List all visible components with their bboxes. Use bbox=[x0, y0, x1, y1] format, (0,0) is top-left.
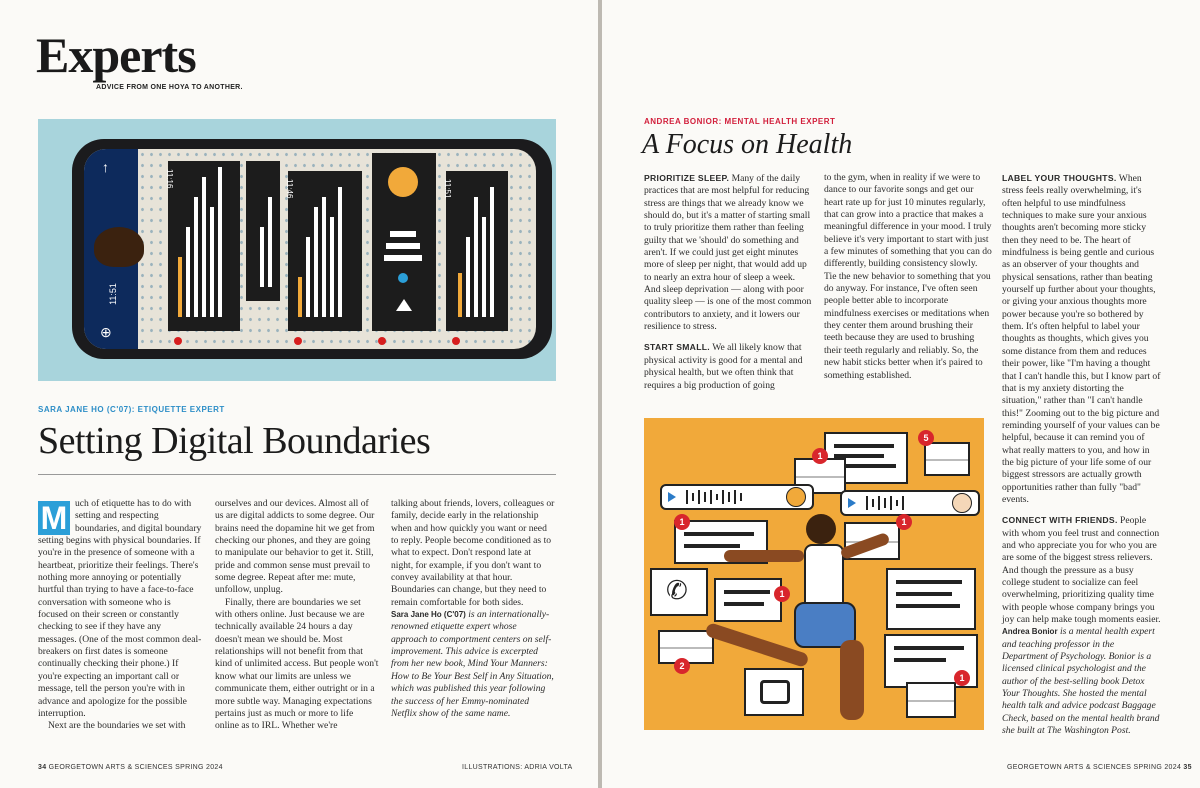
paragraph-lead: PRIORITIZE SLEEP. bbox=[644, 173, 730, 183]
author-bio bbox=[391, 609, 555, 720]
wave-bar bbox=[698, 490, 700, 504]
card-dot bbox=[294, 337, 302, 345]
notification-badge: 1 bbox=[812, 448, 828, 464]
card-time: 11:16 bbox=[165, 169, 174, 189]
card-dot bbox=[378, 337, 386, 345]
body-column-2 bbox=[215, 498, 379, 733]
page-number: 34 bbox=[38, 764, 47, 771]
progress-dot bbox=[398, 273, 408, 283]
text-line bbox=[896, 604, 960, 608]
message-note bbox=[714, 578, 782, 622]
footer-publication: GEORGETOWN ARTS & SCIENCES bbox=[1007, 764, 1132, 771]
paragraph-text: When stress feels really overwhelming, it's often helpful to use mindfulness techniques to make sure your anxious thoughts aren't becoming more sticky then they need to be. The heart of mindfulness is being gentle and curious as an observer of your thoughts and physical sensations, rather than beating yourself up further about your thoughts, or giving your anxious thoughts more power because you're so bothered by them. It's often helpful to label your thoughts as thoughts, which gives you some distance from them and reduces their power, like "I'm having a thought that I can't handle this, but I know part of that is my anxiety distorting the situation," rather than "I can't handle this!" Zooming out to the big picture and reminding yourself of your values can be helpful, because it can remind you of what really matters to you, and how in the big picture of your life some of our biggest stressors are actually growth opportunities rather than fully "bad" events. bbox=[1002, 173, 1161, 505]
message-note bbox=[886, 568, 976, 630]
bio-text: is an internationally-renowned etiquette expert whose approach to comportment centers on self-improvement. This advice is excerpted from her new book, Mind Your Manners: How to Be Your Best Self in Any Situation, which was published this year following the success of her Emmy-nominated Netflix show of the same name. bbox=[391, 609, 554, 719]
paragraph: uch of etiquette has to do with setting and respecting boundaries, and digital boundary setting begins with physical boundaries. If you're in the presence of someone with a heartbeat, prioritize their feelings. There's nothing more annoying or potentially hurtful than trying to have a face-to-face conversation with someone who is focused on their screen or constantly checking to see if they have any messages. (One of the most common deal-breakers on first dates is someone continually checking their phone.) If you're expecting an important call or message, tell the person you're with in advance and apologize for the possible interruption. bbox=[38, 498, 202, 719]
card-bar bbox=[210, 207, 214, 317]
page-number: 35 bbox=[1183, 764, 1192, 771]
article-headline: Setting Digital Boundaries bbox=[38, 420, 431, 462]
yoga-illustration bbox=[644, 418, 984, 730]
paragraph-text: We all likely know that physical activity is good for a mental and physical health, but we often think that requires a big production of going bbox=[644, 342, 803, 391]
person-leg-right bbox=[840, 640, 864, 720]
card-bar bbox=[178, 257, 182, 317]
paragraph-lead: LABEL YOUR THOUGHTS. bbox=[1002, 173, 1117, 183]
person-head bbox=[806, 514, 836, 544]
left-page bbox=[0, 0, 598, 788]
wave-bar bbox=[390, 231, 416, 237]
card-bar bbox=[306, 237, 310, 317]
footer-right bbox=[1007, 764, 1192, 771]
paragraph: to the gym, when in reality if we were to dance to our favorite songs and get our heart rate up for just 10 minutes regularly, that can grow into a practice that makes a meaningful difference in your mood. I truly believe it's very important to start with just a few minutes of something that you can do differently, building consistency slowly. Tie the new behavior to something that you do anyway. For instance, I've often seen people better able to incorporate mindfulness exercises or meditations when they center them around brushing their teeth because they are used to brushing their teeth regularly and reliably. So, the new habit sticks better when it's paired to something established. bbox=[824, 172, 992, 381]
play-icon bbox=[396, 299, 412, 311]
card-bar bbox=[474, 197, 478, 317]
body-column-1 bbox=[38, 498, 202, 733]
voice-message bbox=[660, 484, 814, 510]
card-bar bbox=[322, 197, 326, 317]
wave-bar bbox=[740, 493, 742, 501]
envelope-icon bbox=[924, 442, 970, 476]
footer-issue: SPRING 2024 bbox=[1133, 764, 1182, 771]
paragraph: talking about friends, lovers, colleagues or family, decide early in the relationship when and how quickly you want or need to reply. People become conditioned as to what to expect. Don't respond late at night, for example, if you don't want to convey availability at that hour. Boundaries can change, but they need to remain comfortable for both sides. bbox=[391, 498, 555, 608]
wave-bar bbox=[890, 496, 892, 510]
footer-left bbox=[38, 764, 223, 771]
phone-illustration bbox=[38, 119, 556, 381]
notification-badge: 5 bbox=[918, 430, 934, 446]
bio-text: is a mental health expert and teaching professor in the Department of Psychology. Bonior is a licensed clinical psychologist and the author of the best-selling book Detox Your Thoughts. She hosted the mental health talk and advice podcast Baggage Check, based on the mental health brand she built at The Washington Post. bbox=[1002, 626, 1160, 737]
drop-cap: M bbox=[38, 501, 70, 535]
avatar bbox=[786, 487, 806, 507]
body-column-3 bbox=[1002, 172, 1162, 737]
text-line bbox=[684, 544, 740, 548]
notification-badge: 1 bbox=[774, 586, 790, 602]
paragraph: Finally, there are boundaries we set with others online. Just because we are technically available 24 hours a day doesn't mean we should be. Most relationships will not benefit from that kind of unlimited access. But people won't know what our limits are unless we communicate them, either outright or in a more subtle way. Managing expectations pertains just as much or more to life online as to IRL. Whether we're bbox=[215, 596, 379, 732]
card-bar bbox=[194, 197, 198, 317]
paragraph bbox=[1002, 514, 1162, 626]
wave-bar bbox=[902, 496, 904, 510]
text-line bbox=[834, 444, 894, 448]
card-bar bbox=[466, 237, 470, 317]
card-time: 11:51 bbox=[443, 179, 452, 199]
body-column-1 bbox=[644, 172, 812, 392]
wave-bar bbox=[722, 490, 724, 504]
divider bbox=[38, 474, 556, 475]
paragraph-text: Many of the daily practices that are most helpful for reducing stress are things that we already know we should do, but it's a matter of starting small to truly prioritize them rather than feeling guilty that we 'should' do something and aren't. If we could just get eight minutes more of sleep per night, that would add up to nearly an extra hour of sleep a week. And sleep deprivation — along with poor quality sleep — is one of the most common contributors to anxiety, and it lowers our resilience to stress. bbox=[644, 173, 812, 333]
avatar bbox=[952, 493, 972, 513]
text-line bbox=[724, 602, 764, 606]
person-arm-left bbox=[724, 550, 804, 562]
paragraph-lead: CONNECT WITH FRIENDS. bbox=[1002, 515, 1118, 526]
message-card bbox=[443, 171, 508, 331]
paragraph-lead: START SMALL. bbox=[644, 342, 710, 353]
text-line bbox=[894, 646, 964, 650]
paragraph bbox=[644, 341, 812, 391]
wave-bar bbox=[716, 494, 718, 500]
card-bar bbox=[330, 217, 334, 317]
body-column-2 bbox=[824, 172, 992, 382]
card-bar bbox=[458, 273, 462, 317]
phone-time: 11:51 bbox=[107, 283, 118, 305]
bio-name: Sara Jane Ho (C'07) bbox=[391, 610, 466, 620]
illustration-credit: ILLUSTRATIONS: ADRIA VOLTA bbox=[462, 764, 573, 771]
text-line bbox=[896, 592, 952, 596]
voice-card bbox=[372, 153, 436, 331]
card-time: 11:46 bbox=[285, 179, 294, 199]
wave-bar bbox=[866, 496, 868, 510]
card-bar bbox=[202, 177, 206, 317]
play-icon bbox=[668, 492, 676, 502]
avatar bbox=[388, 167, 418, 197]
right-page bbox=[602, 0, 1200, 788]
notification-badge: 2 bbox=[674, 658, 690, 674]
message-card bbox=[246, 161, 280, 301]
article-kicker: ANDREA BONIOR: MENTAL HEALTH EXPERT bbox=[644, 117, 836, 126]
article-kicker: SARA JANE HO (C'07): ETIQUETTE EXPERT bbox=[38, 405, 225, 414]
wave-bar bbox=[896, 500, 898, 506]
card-bar bbox=[338, 187, 342, 317]
card-bar bbox=[186, 227, 190, 317]
plus-icon: ⊕ bbox=[100, 326, 112, 341]
card-dot bbox=[174, 337, 182, 345]
wave-bar bbox=[734, 490, 736, 504]
arrow-up-icon: ↑ bbox=[102, 161, 109, 176]
paragraph: ourselves and our devices. Almost all of us are digital addicts to some degree. Our brains need the dopamine hit we get from checking our phones, and they are going to manipulate our behavior to get it. Still, pride and common sense must prevail to some degree. Repeat after me: mute, unfollow, unplug. bbox=[215, 498, 375, 596]
person-head bbox=[94, 227, 144, 267]
card-bar bbox=[490, 187, 494, 317]
wave-bar bbox=[704, 492, 706, 502]
wave-bar bbox=[686, 490, 688, 504]
card-dot bbox=[452, 337, 460, 345]
footer-issue: SPRING 2024 bbox=[175, 764, 223, 771]
paragraph-text: People with whom you feel trust and connection and who appreciate you for who you are are some of the biggest stress relievers. And though the pressure as a busy college student to socialize can feel overwhelming, prioritizing quality time with people whose company brings you joy can help make tough moments easier. bbox=[1002, 515, 1161, 626]
author-bio bbox=[1002, 626, 1162, 737]
wave-bar bbox=[386, 243, 420, 249]
body-column-3 bbox=[391, 498, 555, 720]
bio-name: Andrea Bonior bbox=[1002, 627, 1058, 637]
wave-bar bbox=[878, 496, 880, 510]
article-headline: A Focus on Health bbox=[642, 129, 853, 160]
wave-bar bbox=[692, 493, 694, 501]
card-bar bbox=[260, 227, 264, 287]
footer-publication: GEORGETOWN ARTS & SCIENCES bbox=[48, 764, 173, 771]
text-line bbox=[684, 532, 754, 536]
section-subtitle: ADVICE FROM ONE HOYA TO ANOTHER. bbox=[96, 84, 243, 91]
card-bar bbox=[298, 277, 302, 317]
wave-bar bbox=[872, 499, 874, 507]
card-bar bbox=[268, 197, 272, 287]
card-bar bbox=[314, 207, 318, 317]
text-line bbox=[724, 590, 770, 594]
message-card bbox=[285, 171, 362, 331]
notification-badge: 1 bbox=[954, 670, 970, 686]
paragraph: Next are the boundaries we set with bbox=[48, 720, 186, 732]
paragraph bbox=[1002, 172, 1162, 506]
wave-bar bbox=[384, 255, 422, 261]
notification-badge: 1 bbox=[896, 514, 912, 530]
play-icon bbox=[848, 498, 856, 508]
envelope-icon bbox=[906, 682, 956, 718]
phone-icon: ✆ bbox=[666, 576, 688, 605]
text-line bbox=[896, 580, 962, 584]
message-note bbox=[650, 568, 708, 616]
card-bar bbox=[218, 167, 222, 317]
person-tank-top bbox=[804, 544, 844, 608]
chat-bubble-icon bbox=[760, 680, 790, 704]
message-note bbox=[744, 668, 804, 716]
section-title: Experts bbox=[36, 27, 196, 83]
voice-message bbox=[840, 490, 980, 516]
wave-bar bbox=[728, 492, 730, 502]
text-line bbox=[894, 658, 946, 662]
card-bar bbox=[482, 217, 486, 317]
paragraph bbox=[644, 172, 812, 333]
message-card bbox=[165, 161, 240, 331]
wave-bar bbox=[884, 498, 886, 508]
wave-bar bbox=[710, 490, 712, 504]
notification-badge: 1 bbox=[674, 514, 690, 530]
